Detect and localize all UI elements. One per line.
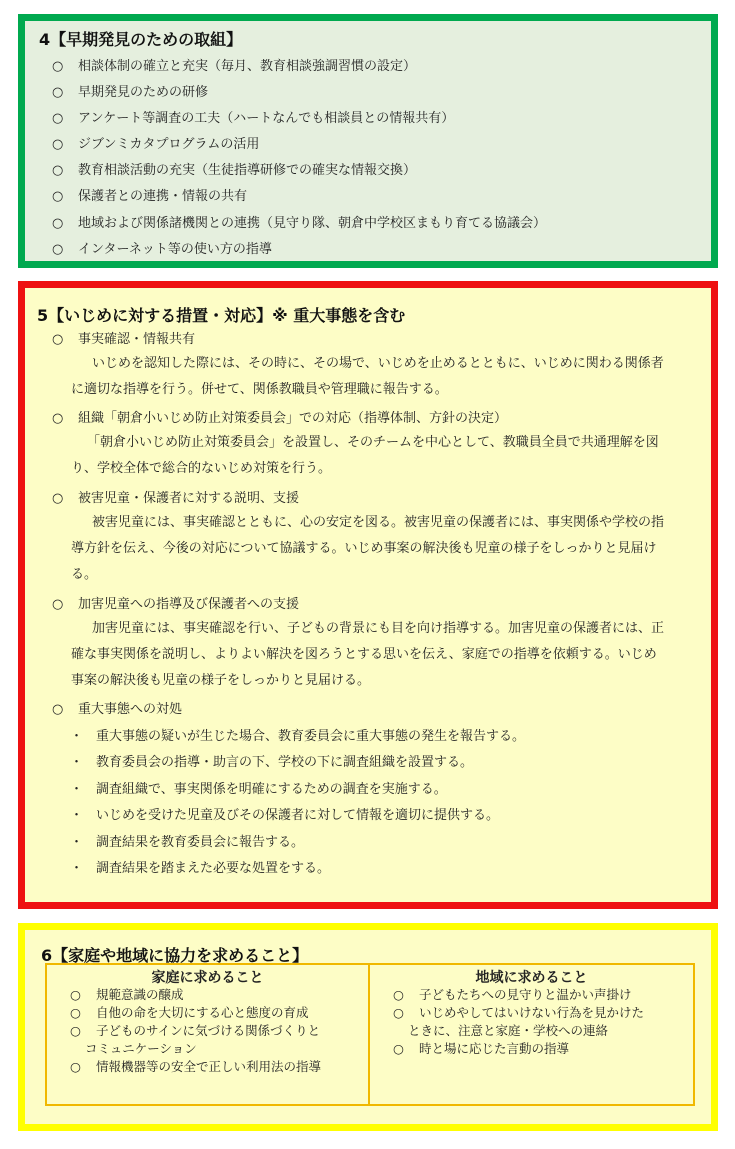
section-title: 5【いじめに対する措置・対応】※ 重大事態を含む xyxy=(37,306,406,325)
paragraph-line: る。 xyxy=(71,567,98,582)
paragraph-line: いじめを認知した際には、その時に、その場で、いじめを止めるとともに、いじめに関わる関係者 xyxy=(92,356,664,371)
circle-mark: ○ xyxy=(70,1023,81,1038)
paragraph-line: り、学校全体で総合的ないじめ対策を行う。 xyxy=(71,461,332,476)
list-item: ○ 情報機器等の安全で正しい利用法の指導 xyxy=(70,1059,322,1074)
circle-mark: ○ xyxy=(393,1005,404,1020)
paragraph-line: 確な事実関係を説明し、よりよい解決を図ろうとする思いを伝え、家庭での指導を依頼する。いじめ xyxy=(71,647,657,662)
bullet-mark: ・ xyxy=(70,808,84,823)
circle-mark: ○ xyxy=(52,137,64,152)
list-item-continuation: ときに、注意と家庭・学校への連絡 xyxy=(408,1023,609,1038)
bullet-mark: ・ xyxy=(70,835,84,850)
request-table xyxy=(45,963,695,1106)
circle-mark: ○ xyxy=(52,216,64,231)
list-item-heading: ○ 事実確認・情報共有 xyxy=(52,332,196,347)
paragraph-line: 導方針を伝え、今後の対応について協議する。いじめ事案の解決後も児童の様子をしっかりと見届け xyxy=(71,541,657,556)
circle-mark: ○ xyxy=(52,332,64,347)
section-early-detection xyxy=(18,14,718,268)
bullet-mark: ・ xyxy=(70,861,84,876)
bullet-item: ・ 調査組織で、事実関係を明確にするための調査を実施する。 xyxy=(70,782,447,797)
section-bullying-response xyxy=(18,281,718,909)
section-title: 6【家庭や地域に協力を求めること】 xyxy=(41,946,309,965)
paragraph-line: に適切な指導を行う。併せて、関係教職員や管理職に報告する。 xyxy=(71,382,448,397)
circle-mark: ○ xyxy=(52,702,64,717)
list-item: ○ 早期発見のための研修 xyxy=(52,85,209,100)
column-title: 家庭に求めること xyxy=(151,970,264,986)
circle-mark: ○ xyxy=(70,987,81,1002)
circle-mark: ○ xyxy=(70,1059,81,1074)
paragraph-line: 「朝倉小いじめ防止対策委員会」を設置し、そのチームを中心として、教職員全員で共通理解を図 xyxy=(87,435,659,450)
circle-mark: ○ xyxy=(70,1005,81,1020)
list-item: ○ ジブンミカタプログラムの活用 xyxy=(52,137,260,152)
list-item: ○ いじめやしてはいけない行為を見かけた xyxy=(393,1005,645,1020)
circle-mark: ○ xyxy=(393,987,404,1002)
home-column xyxy=(47,965,370,1104)
list-item-heading: ○ 重大事態への対処 xyxy=(52,702,183,717)
circle-mark: ○ xyxy=(52,163,64,178)
list-item: ○ 自他の命を大切にする心と態度の育成 xyxy=(70,1005,309,1020)
circle-mark: ○ xyxy=(52,59,64,74)
bullet-mark: ・ xyxy=(70,729,84,744)
section-title: 4【早期発見のための取組】 xyxy=(39,30,243,49)
bullet-item: ・ 調査結果を教育委員会に報告する。 xyxy=(70,835,305,850)
bullet-mark: ・ xyxy=(70,755,84,770)
circle-mark: ○ xyxy=(52,189,64,204)
list-item: ○ 教育相談活動の充実（生徒指導研修での確実な情報交換） xyxy=(52,163,417,178)
list-item: ○ 相談体制の確立と充実（毎月、教育相談強調習慣の設定） xyxy=(52,59,417,74)
list-item: ○ 保護者との連携・情報の共有 xyxy=(52,189,248,204)
paragraph-line: 事案の解決後も児童の様子をしっかりと見届ける。 xyxy=(71,673,371,688)
circle-mark: ○ xyxy=(52,597,64,612)
circle-mark: ○ xyxy=(52,242,64,257)
list-item-heading: ○ 被害児童・保護者に対する説明、支援 xyxy=(52,491,300,506)
list-item: ○ アンケート等調査の工夫（ハートなんでも相談員との情報共有） xyxy=(52,111,455,126)
bullet-item: ・ 調査結果を踏まえた必要な処置をする。 xyxy=(70,861,331,876)
list-item: ○ 時と場に応じた言動の指導 xyxy=(393,1041,570,1056)
bullet-item: ・ 重大事態の疑いが生じた場合、教育委員会に重大事態の発生を報告する。 xyxy=(70,729,526,744)
paragraph-line: 加害児童には、事実確認を行い、子どもの背景にも目を向け指導する。加害児童の保護者には、正 xyxy=(92,621,665,636)
list-item: ○ 子どもたちへの見守りと温かい声掛け xyxy=(393,987,632,1002)
section-home-community xyxy=(18,923,718,1131)
list-item-heading: ○ 組織「朝倉小いじめ防止対策委員会」での対応（指導体制、方針の決定） xyxy=(52,411,508,426)
circle-mark: ○ xyxy=(52,491,64,506)
circle-mark: ○ xyxy=(393,1041,404,1056)
circle-mark: ○ xyxy=(52,85,64,100)
bullet-mark: ・ xyxy=(70,782,84,797)
paragraph-line: 被害児童には、事実確認とともに、心の安定を図る。被害児童の保護者には、事実関係や学校の指 xyxy=(92,515,665,530)
circle-mark: ○ xyxy=(52,411,64,426)
bullet-item: ・ 教育委員会の指導・助言の下、学校の下に調査組織を設置する。 xyxy=(70,755,474,770)
list-item: ○ インターネット等の使い方の指導 xyxy=(52,242,272,257)
list-item-continuation: コミュニケーション xyxy=(85,1041,197,1056)
list-item: ○ 規範意識の醸成 xyxy=(70,987,184,1002)
bullet-item: ・ いじめを受けた児童及びその保護者に対して情報を適切に提供する。 xyxy=(70,808,500,823)
community-column xyxy=(370,965,693,1104)
list-item-heading: ○ 加害児童への指導及び保護者への支援 xyxy=(52,597,300,612)
circle-mark: ○ xyxy=(52,111,64,126)
column-title: 地域に求めること xyxy=(475,970,588,986)
list-item: ○ 地域および関係諸機関との連携（見守り隊、朝倉中学校区まもり育てる協議会） xyxy=(52,216,547,231)
list-item: ○ 子どものサインに気づける関係づくりと xyxy=(70,1023,321,1038)
